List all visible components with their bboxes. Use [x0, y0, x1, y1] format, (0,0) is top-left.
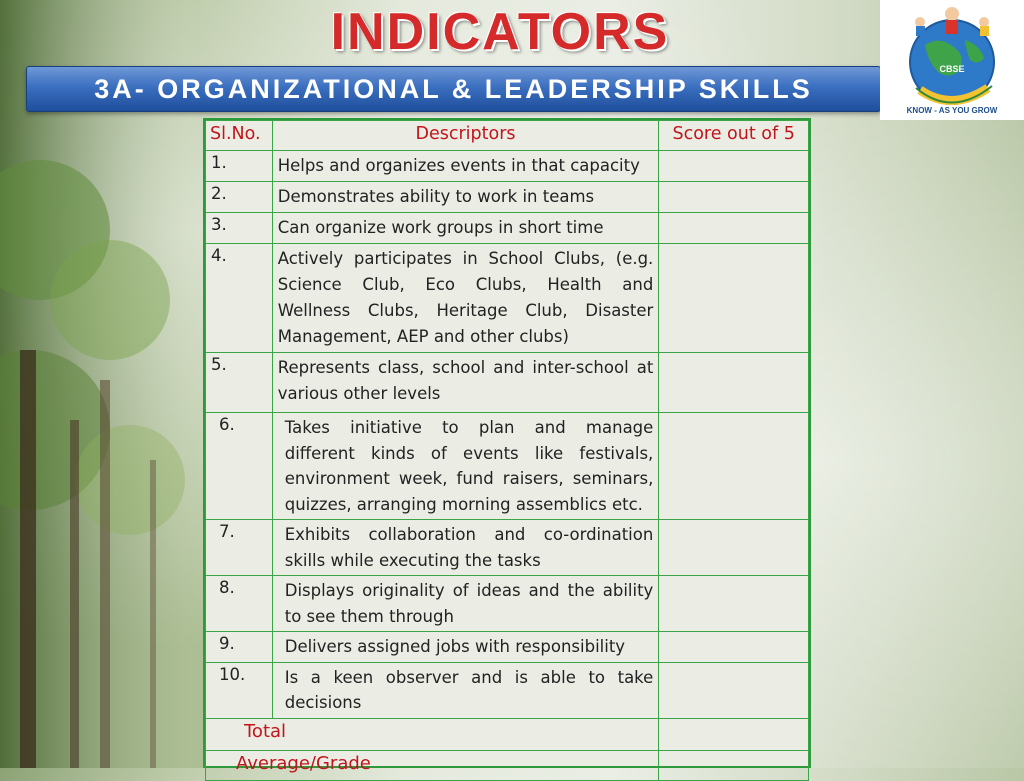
table-row [206, 213, 809, 244]
table-row [206, 413, 809, 520]
row-sl: 5. [206, 353, 273, 413]
cbse-logo [880, 0, 1024, 120]
header-descriptors: Descriptors [272, 121, 659, 151]
score-cell[interactable] [659, 662, 809, 718]
row-sl: 7. [206, 520, 273, 576]
score-cell[interactable] [659, 520, 809, 576]
average-label: Average/Grade [206, 750, 659, 780]
section-banner: 3A- ORGANIZATIONAL & LEADERSHIP SKILLS [26, 66, 881, 112]
table-row [206, 576, 809, 632]
table-row [206, 151, 809, 182]
total-score-cell[interactable] [659, 718, 809, 750]
table-row [206, 353, 809, 413]
row-sl: 8. [206, 576, 273, 632]
row-descriptor: Delivers assigned jobs with responsibility [272, 632, 659, 663]
row-sl: 6. [206, 413, 273, 520]
row-sl: 3. [206, 213, 273, 244]
score-cell[interactable] [659, 244, 809, 353]
score-cell[interactable] [659, 413, 809, 520]
row-descriptor: Demonstrates ability to work in teams [272, 182, 659, 213]
indicators-table [203, 118, 811, 774]
score-cell[interactable] [659, 151, 809, 182]
table-row [206, 244, 809, 353]
header-score: Score out of 5 [659, 121, 809, 151]
logo-text-top: CBSE [939, 64, 965, 74]
row-descriptor: Actively participates in School Clubs, (e.g. Science Club, Eco Clubs, Health and Wellness Clubs, Heritage Club, Disaster Management, AEP and other clubs) [272, 244, 659, 353]
slide-title: INDICATORS [330, 3, 670, 61]
row-descriptor: Displays originality of ideas and the ability to see them through [272, 576, 659, 632]
total-row [206, 718, 809, 750]
header-sl-no: Sl.No. [206, 121, 273, 151]
forest-background-image [0, 0, 200, 768]
row-descriptor: Represents class, school and inter-school at various other levels [272, 353, 659, 413]
row-sl: 10. [206, 662, 273, 718]
row-sl: 9. [206, 632, 273, 663]
table-row [206, 182, 809, 213]
score-cell[interactable] [659, 632, 809, 663]
row-sl: 4. [206, 244, 273, 353]
score-cell[interactable] [659, 182, 809, 213]
row-descriptor: Helps and organizes events in that capacity [272, 151, 659, 182]
globe-children-logo-icon [880, 0, 1024, 120]
row-descriptor: Is a keen observer and is able to take decisions [272, 662, 659, 718]
table-row [206, 632, 809, 663]
table-row [206, 520, 809, 576]
row-descriptor: Can organize work groups in short time [272, 213, 659, 244]
score-cell[interactable] [659, 213, 809, 244]
row-sl: 1. [206, 151, 273, 182]
logo-text-bottom: KNOW - AS YOU GROW [906, 106, 998, 115]
row-descriptor: Exhibits collaboration and co-ordination skills while executing the tasks [272, 520, 659, 576]
average-score-cell[interactable] [659, 750, 809, 780]
average-row [206, 750, 809, 780]
score-cell[interactable] [659, 576, 809, 632]
table-header-row [206, 121, 809, 151]
score-cell[interactable] [659, 353, 809, 413]
row-sl: 2. [206, 182, 273, 213]
row-descriptor: Takes initiative to plan and manage different kinds of events like festivals, environment week, fund raisers, seminars, quizzes, arranging morning assemblics etc. [272, 413, 659, 520]
total-label: Total [206, 718, 659, 750]
table-row [206, 662, 809, 718]
